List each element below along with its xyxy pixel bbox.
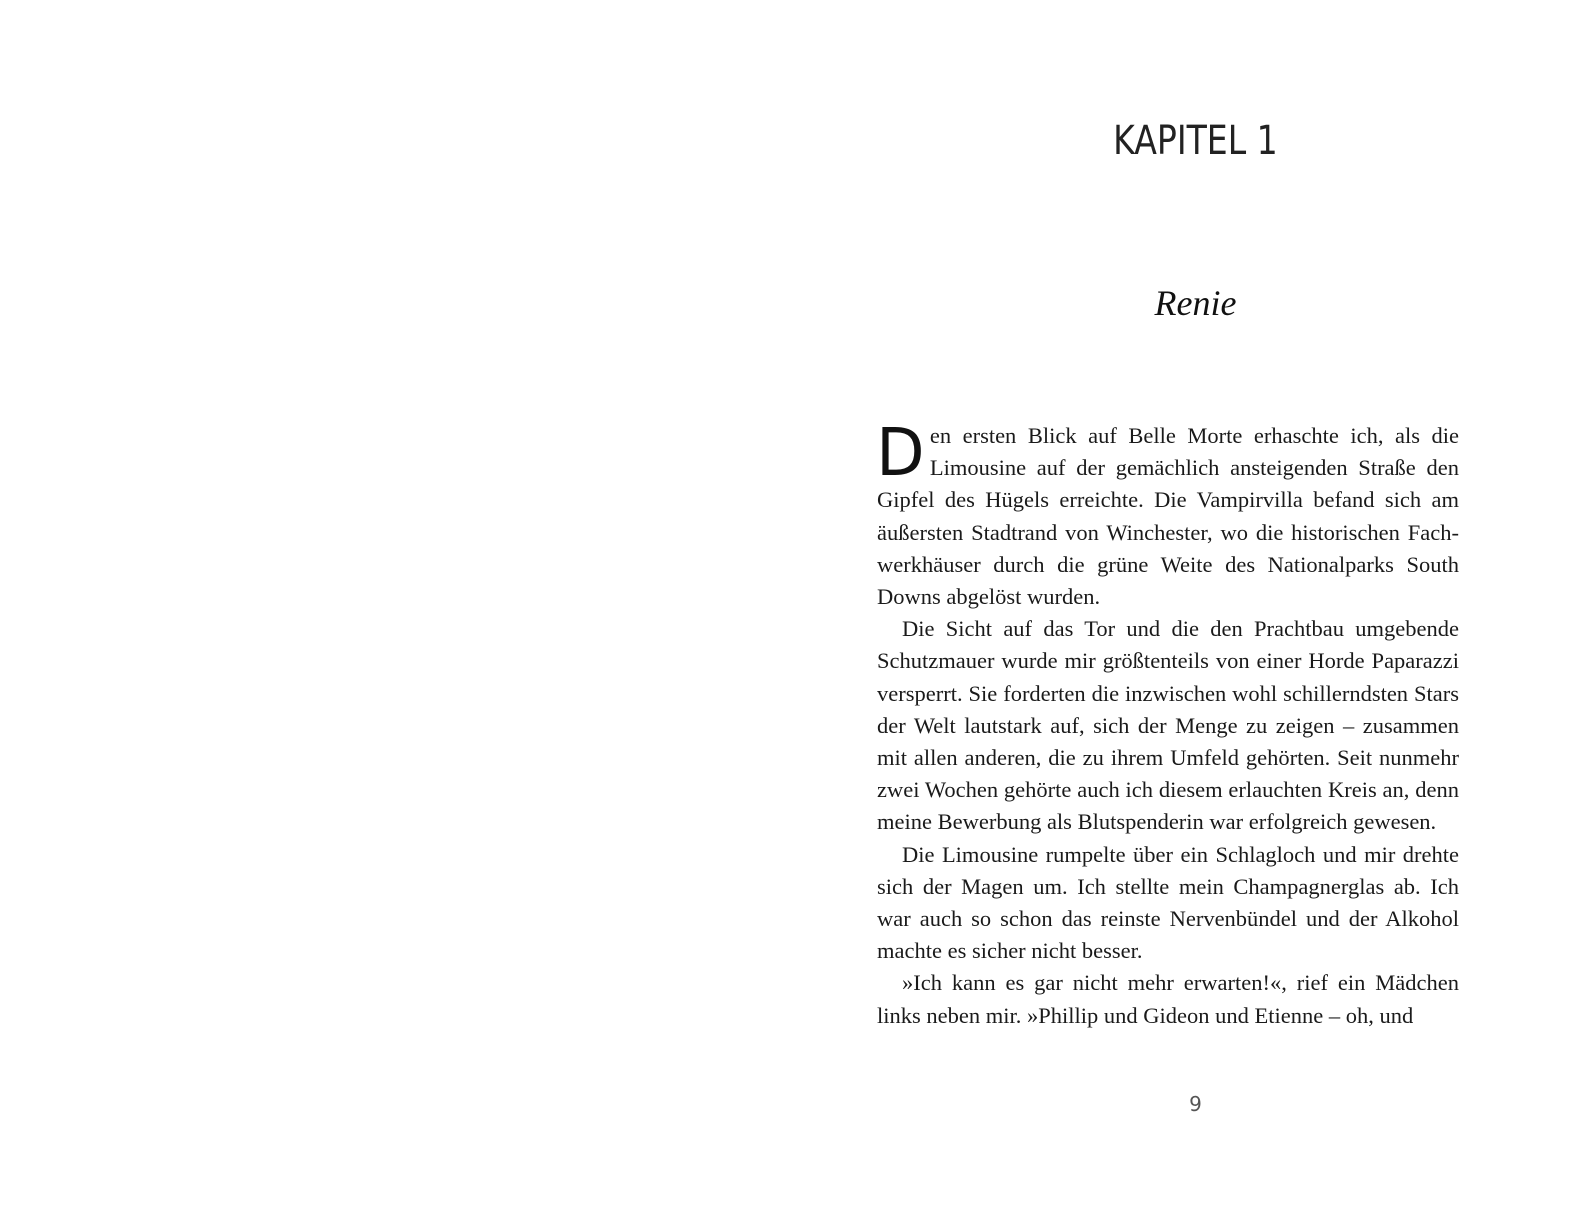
drop-cap: D [876, 414, 925, 491]
pov-character-heading: Renie [1154, 283, 1237, 323]
chapter-title-text: KAPITEL 1 [1113, 118, 1278, 164]
paragraph-3: Die Limousine rumpelte über ein Schlagloch und mir drehte sich der Magen um. Ich stellte mein Champagnerglas ab. Ich war auch so schon das reinste Nervenbündel und der Alkohol machte es sicher nicht besser. [877, 841, 1459, 964]
paragraph-1-text: en ersten Blick auf Belle Morte erhaschte ich, als die Limousine auf der gemächlich ansteigenden Straße den Gipfel des Hügels erreichte. Die Vampirvilla befand sich am äußersten Stadtrand von Winchester, wo die historischen Fachwerkhäuser durch die grüne Weite des Nationalparks South Downs abgelöst wurden. [877, 423, 1459, 610]
paragraph-2: Die Sicht auf das Tor und die den Prachtbau umgebende Schutzmauer wurde mir größtenteils von einer Horde Paparazzi versperrt. Sie forderten die inzwischen wohl schillerndsten Stars der Welt lautstark auf, sich der Menge zu zeigen – zusammen mit allen anderen, die zu ihrem Umfeld gehörten. Seit nunmehr zwei Wochen gehörte auch ich diesem erlauchten Kreis an, denn meine Bewerbung als Blutspenderin war erfolgreich gewesen. [877, 616, 1459, 835]
paragraph-4: »Ich kann es gar nicht mehr erwarten!«, rief ein Mädchen links neben mir. »Phillip und Gideon und Etienne – oh, und [877, 970, 1459, 1028]
right-page [797, 0, 1594, 1217]
paragraph-1 [876, 414, 1459, 613]
page-number: 9 [1189, 1092, 1202, 1116]
chapter-body [876, 414, 1459, 1032]
chapter-title [797, 118, 1594, 164]
